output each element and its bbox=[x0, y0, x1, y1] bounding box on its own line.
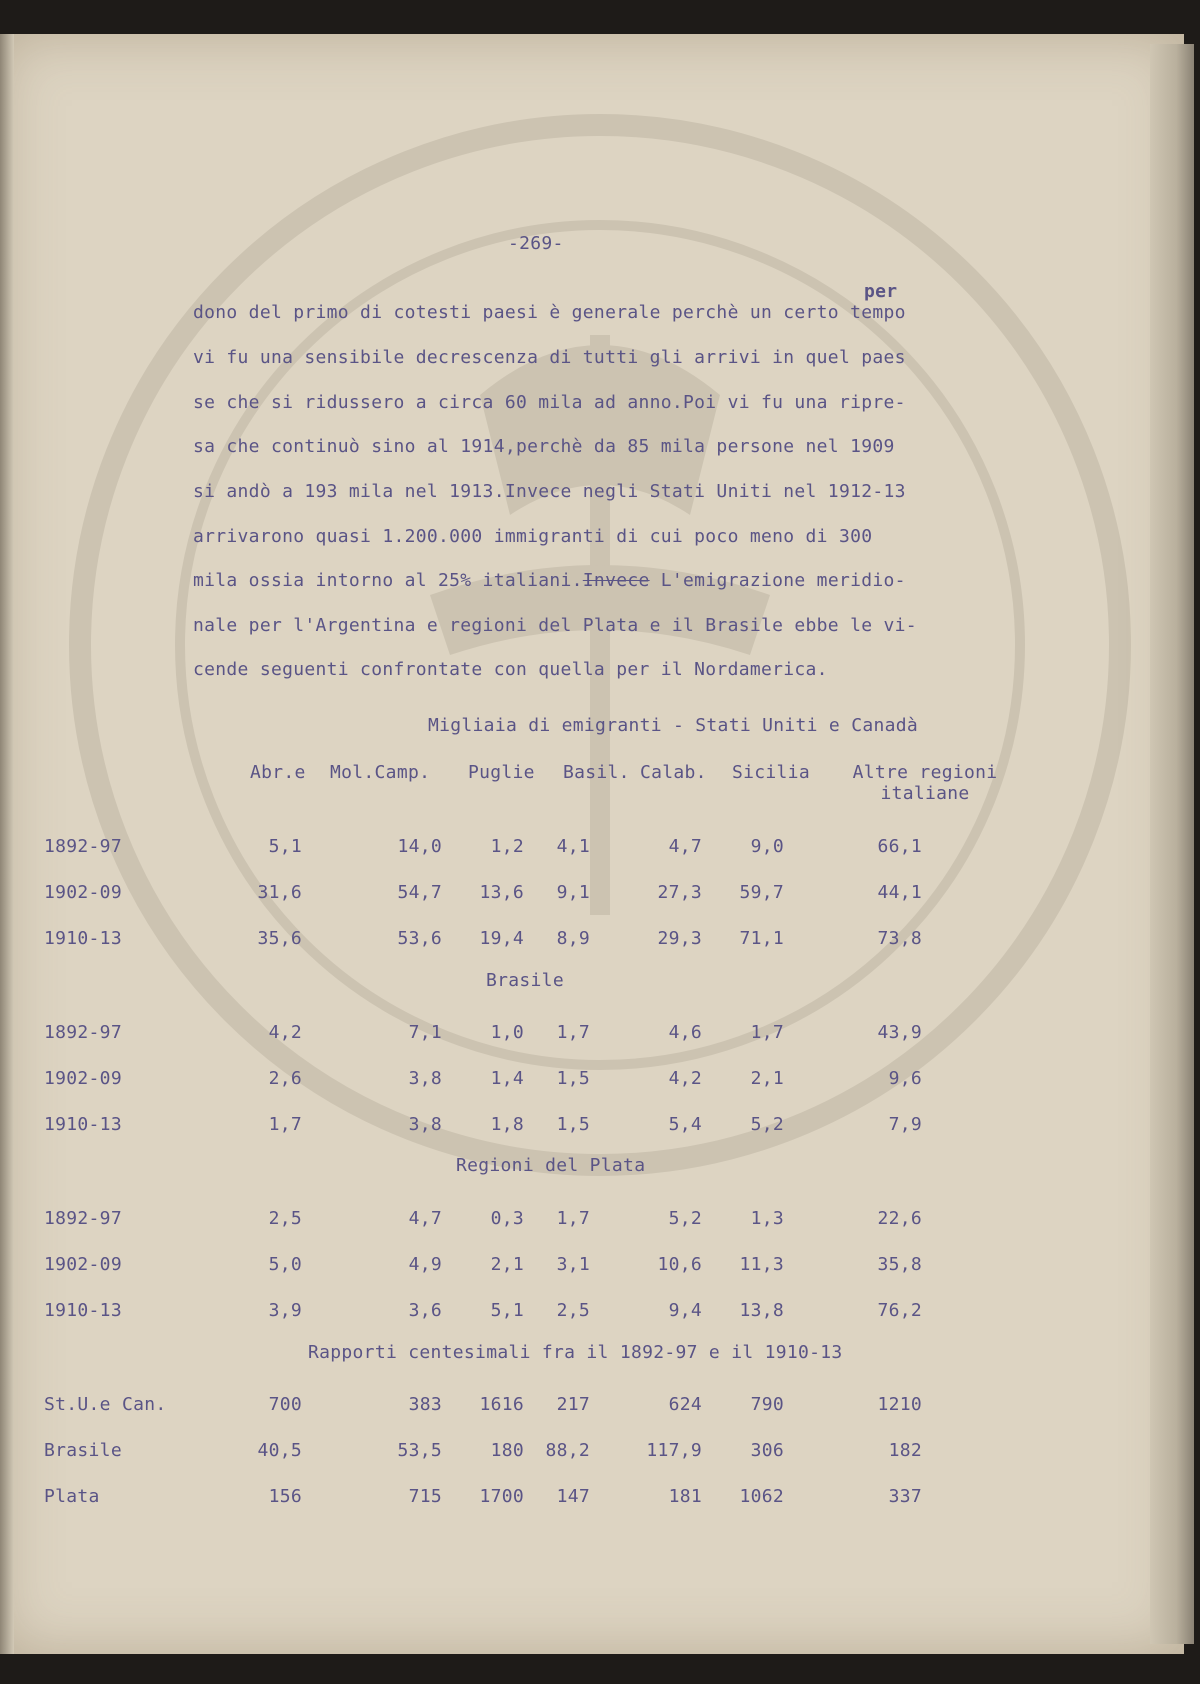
table-cell: 181 bbox=[668, 1486, 702, 1507]
table-cell: 383 bbox=[408, 1394, 442, 1415]
section-title: Brasile bbox=[486, 970, 564, 991]
table-cell: 35,8 bbox=[877, 1254, 922, 1275]
row-label: 1902-09 bbox=[44, 1254, 122, 1275]
paragraph-line: cende seguenti confrontate con quella per il Nordamerica. bbox=[193, 659, 828, 680]
table-cell: 53,6 bbox=[397, 928, 442, 949]
table-cell: 1,7 bbox=[268, 1114, 302, 1135]
table-cell: 7,9 bbox=[888, 1114, 922, 1135]
table-cell: 1210 bbox=[877, 1394, 922, 1415]
paragraph-line: arrivarono quasi 1.200.000 immigranti di cui poco meno di 300 bbox=[193, 526, 873, 547]
table-cell: 2,5 bbox=[556, 1300, 590, 1321]
table-cell: 1,3 bbox=[750, 1208, 784, 1229]
page-number: -269- bbox=[508, 233, 564, 254]
table-cell: 1,7 bbox=[750, 1022, 784, 1043]
table-cell: 22,6 bbox=[877, 1208, 922, 1229]
row-label: St.U.e Can. bbox=[44, 1394, 167, 1415]
table-cell: 1,2 bbox=[490, 836, 524, 857]
table-cell: 700 bbox=[268, 1394, 302, 1415]
row-label: Plata bbox=[44, 1486, 100, 1507]
table-cell: 1,7 bbox=[556, 1022, 590, 1043]
table-cell: 1062 bbox=[739, 1486, 784, 1507]
table-cell: 1616 bbox=[479, 1394, 524, 1415]
table-cell: 9,4 bbox=[668, 1300, 702, 1321]
table-cell: 147 bbox=[556, 1486, 590, 1507]
table-cell: 71,1 bbox=[739, 928, 784, 949]
table-cell: 9,6 bbox=[888, 1068, 922, 1089]
paragraph-line-start: mila ossia intorno al 25% italiani. bbox=[193, 570, 583, 591]
table-cell: 4,6 bbox=[668, 1022, 702, 1043]
row-label: 1902-09 bbox=[44, 882, 122, 903]
table-cell: 3,1 bbox=[556, 1254, 590, 1275]
paragraph-line: se che si ridussero a circa 60 mila ad anno.Poi vi fu una ripre- bbox=[193, 392, 906, 413]
table-cell: 88,2 bbox=[545, 1440, 590, 1461]
section-title: Rapporti centesimali fra il 1892-97 e il 1910-13 bbox=[308, 1342, 843, 1363]
table-cell: 10,6 bbox=[657, 1254, 702, 1275]
table-cell: 9,0 bbox=[750, 836, 784, 857]
column-header: Sicilia bbox=[732, 762, 810, 783]
table-cell: 59,7 bbox=[739, 882, 784, 903]
table-cell: 13,6 bbox=[479, 882, 524, 903]
table-cell: 13,8 bbox=[739, 1300, 784, 1321]
section-title: Regioni del Plata bbox=[456, 1155, 646, 1176]
table-cell: 2,1 bbox=[750, 1068, 784, 1089]
table-cell: 5,2 bbox=[750, 1114, 784, 1135]
table-cell: 2,5 bbox=[268, 1208, 302, 1229]
table-cell: 156 bbox=[268, 1486, 302, 1507]
row-label: 1892-97 bbox=[44, 1022, 122, 1043]
table-cell: 3,8 bbox=[408, 1068, 442, 1089]
table-cell: 3,6 bbox=[408, 1300, 442, 1321]
table-cell: 217 bbox=[556, 1394, 590, 1415]
paragraph-line: dono del primo di cotesti paesi è generale perchè un certo tempo bbox=[193, 302, 906, 323]
paper-sheet bbox=[0, 34, 1184, 1654]
table-cell: 9,1 bbox=[556, 882, 590, 903]
handwritten-insertion: per bbox=[864, 281, 898, 302]
table-cell: 3,8 bbox=[408, 1114, 442, 1135]
table-title: Migliaia di emigranti - Stati Uniti e Canadà bbox=[428, 715, 919, 736]
table-cell: 53,5 bbox=[397, 1440, 442, 1461]
table-cell: 2,6 bbox=[268, 1068, 302, 1089]
row-label: 1910-13 bbox=[44, 1114, 122, 1135]
table-cell: 27,3 bbox=[657, 882, 702, 903]
row-label: Brasile bbox=[44, 1440, 122, 1461]
row-label: 1910-13 bbox=[44, 928, 122, 949]
paragraph-line: sa che continuò sino al 1914,perchè da 85 mila persone nel 1909 bbox=[193, 436, 895, 457]
table-cell: 306 bbox=[750, 1440, 784, 1461]
paragraph-line: si andò a 193 mila nel 1913.Invece negli Stati Uniti nel 1912-13 bbox=[193, 481, 906, 502]
table-cell: 35,6 bbox=[257, 928, 302, 949]
table-cell: 117,9 bbox=[646, 1440, 702, 1461]
table-cell: 5,0 bbox=[268, 1254, 302, 1275]
table-cell: 337 bbox=[888, 1486, 922, 1507]
table-cell: 182 bbox=[888, 1440, 922, 1461]
row-label: 1910-13 bbox=[44, 1300, 122, 1321]
column-header: Mol.Camp. bbox=[330, 762, 431, 783]
row-label: 1902-09 bbox=[44, 1068, 122, 1089]
table-cell: 4,7 bbox=[668, 836, 702, 857]
table-cell: 790 bbox=[750, 1394, 784, 1415]
paragraph-line: nale per l'Argentina e regioni del Plata e il Brasile ebbe le vi- bbox=[193, 615, 917, 636]
row-label: 1892-97 bbox=[44, 836, 122, 857]
table-cell: 8,9 bbox=[556, 928, 590, 949]
table-cell: 66,1 bbox=[877, 836, 922, 857]
table-cell: 1,0 bbox=[490, 1022, 524, 1043]
table-cell: 1,8 bbox=[490, 1114, 524, 1135]
row-label: 1892-97 bbox=[44, 1208, 122, 1229]
table-cell: 4,7 bbox=[408, 1208, 442, 1229]
table-cell: 180 bbox=[490, 1440, 524, 1461]
table-cell: 76,2 bbox=[877, 1300, 922, 1321]
table-cell: 44,1 bbox=[877, 882, 922, 903]
table-cell: 7,1 bbox=[408, 1022, 442, 1043]
table-cell: 624 bbox=[668, 1394, 702, 1415]
table-cell: 1700 bbox=[479, 1486, 524, 1507]
table-cell: 0,3 bbox=[490, 1208, 524, 1229]
column-header: Puglie bbox=[468, 762, 535, 783]
table-cell: 5,1 bbox=[268, 836, 302, 857]
table-cell: 1,7 bbox=[556, 1208, 590, 1229]
table-cell: 5,2 bbox=[668, 1208, 702, 1229]
table-cell: 4,2 bbox=[268, 1022, 302, 1043]
table-cell: 3,9 bbox=[268, 1300, 302, 1321]
table-cell: 4,9 bbox=[408, 1254, 442, 1275]
table-cell: 1,4 bbox=[490, 1068, 524, 1089]
table-cell: 5,4 bbox=[668, 1114, 702, 1135]
binding-spine bbox=[0, 34, 14, 1654]
paragraph-line-end: L'emigrazione meridio- bbox=[660, 570, 906, 591]
page-edge bbox=[1150, 44, 1194, 1644]
table-cell: 1,5 bbox=[556, 1114, 590, 1135]
table-cell: 1,5 bbox=[556, 1068, 590, 1089]
paragraph-line bbox=[193, 570, 906, 591]
table-cell: 40,5 bbox=[257, 1440, 302, 1461]
table-cell: 43,9 bbox=[877, 1022, 922, 1043]
table-cell: 73,8 bbox=[877, 928, 922, 949]
table-cell: 4,2 bbox=[668, 1068, 702, 1089]
table-cell: 5,1 bbox=[490, 1300, 524, 1321]
column-header: Calab. bbox=[640, 762, 707, 783]
table-cell: 54,7 bbox=[397, 882, 442, 903]
table-cell: 19,4 bbox=[479, 928, 524, 949]
column-header: Basil. bbox=[563, 762, 630, 783]
table-cell: 4,1 bbox=[556, 836, 590, 857]
table-cell: 11,3 bbox=[739, 1254, 784, 1275]
struck-word: Invece bbox=[582, 570, 650, 591]
table-cell: 29,3 bbox=[657, 928, 702, 949]
table-cell: 2,1 bbox=[490, 1254, 524, 1275]
column-header: Altre regioni italiane bbox=[852, 762, 998, 804]
table-cell: 31,6 bbox=[257, 882, 302, 903]
paragraph-line: vi fu una sensibile decrescenza di tutti gli arrivi in quel paes bbox=[193, 347, 906, 368]
column-header: Abr.e bbox=[250, 762, 306, 783]
table-cell: 14,0 bbox=[397, 836, 442, 857]
table-cell: 715 bbox=[408, 1486, 442, 1507]
